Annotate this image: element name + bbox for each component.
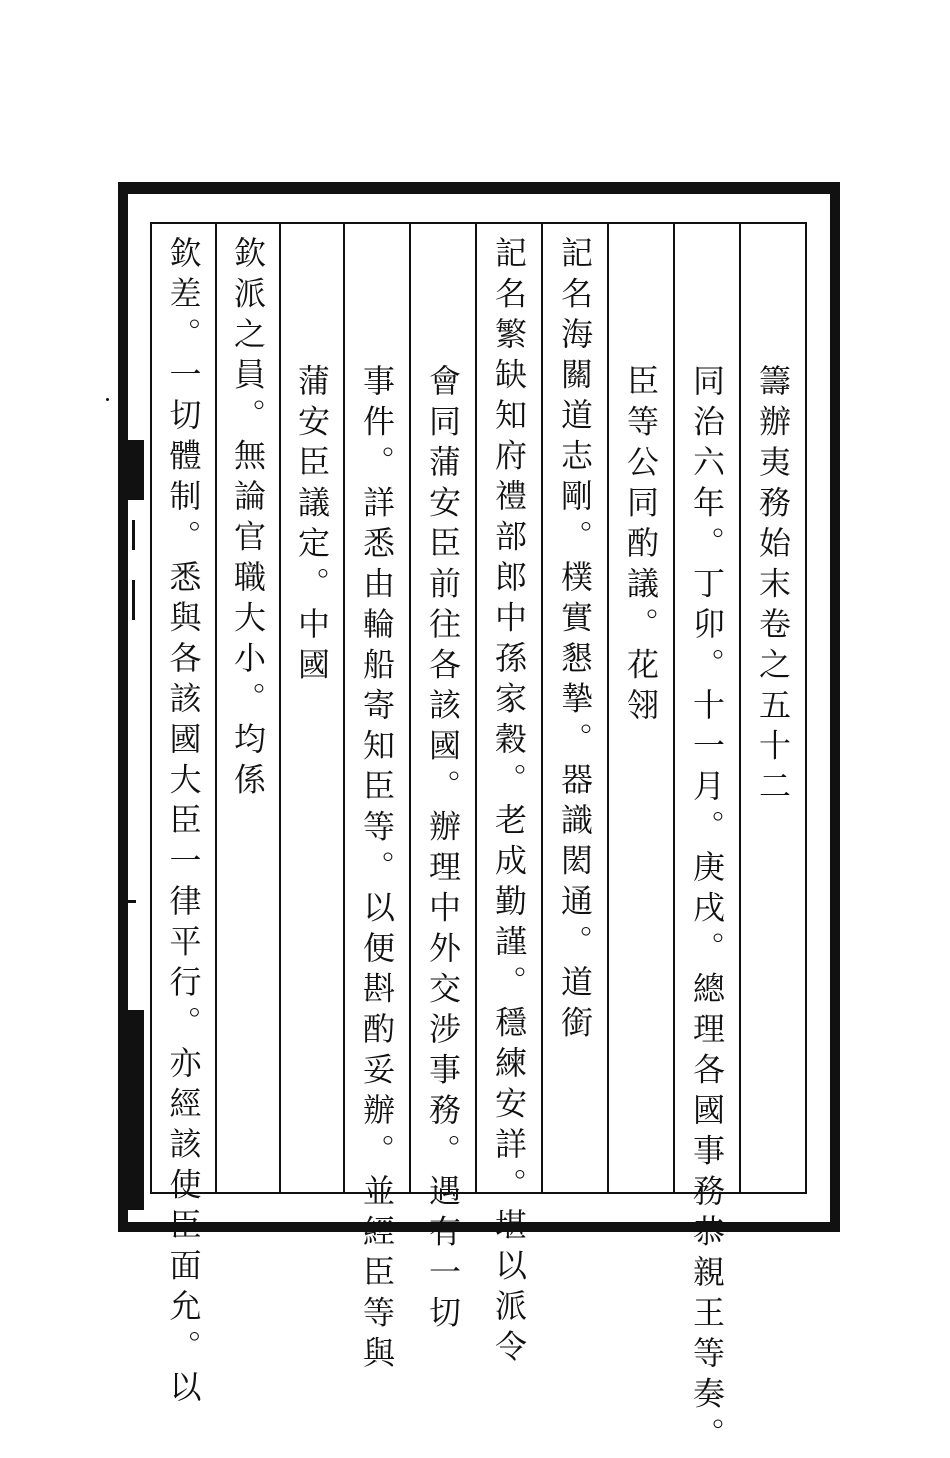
column-5-text: 記名繁缺知府禮部郎中孫家穀。老成勤謹。穩練安詳。堪以派令: [490, 236, 528, 1370]
column-10: [152, 224, 215, 1411]
column-8: [279, 224, 343, 1192]
column-1-text: 籌辦夷務始末卷之五十二: [754, 364, 792, 810]
binding-mark: [128, 900, 136, 903]
column-3: [607, 224, 673, 1192]
column-10-text: 欽差。一切體制。悉與各該國大臣一律平行。亦經該使臣面允。以: [164, 236, 203, 1411]
column-6-text: 會同蒲安臣前往各該國。辦理中外交涉事務。遇有一切: [424, 364, 462, 1336]
column-9: [215, 224, 279, 1192]
column-3-text: 臣等公同酌議。花翎: [622, 364, 660, 729]
stray-dot: [106, 398, 109, 401]
binding-mark: [132, 520, 135, 550]
column-1: [739, 224, 805, 1192]
binding-mark: [120, 440, 144, 500]
column-2-text: 同治六年。丁卯。十一月。庚戌。總理各國事務恭親王等奏。: [688, 364, 726, 1458]
column-4-text: 記名海關道志剛。樸實懇摯。器識閎通。道銜: [556, 236, 594, 1046]
column-7: [343, 224, 409, 1377]
column-7-text: 事件。詳悉由輪船寄知臣等。以便斟酌妥辦。並經臣等與: [358, 364, 396, 1377]
column-6: [409, 224, 475, 1336]
column-4: [541, 224, 607, 1192]
column-8-text: 蒲安臣議定。中國: [293, 364, 331, 688]
text-panel: [150, 222, 807, 1458]
column-5: [475, 224, 541, 1370]
binding-mark: [132, 580, 135, 620]
column-9-text: 欽派之員。無論官職大小。均係: [229, 236, 267, 803]
binding-mark: [120, 1010, 144, 1210]
column-2: [673, 224, 739, 1458]
